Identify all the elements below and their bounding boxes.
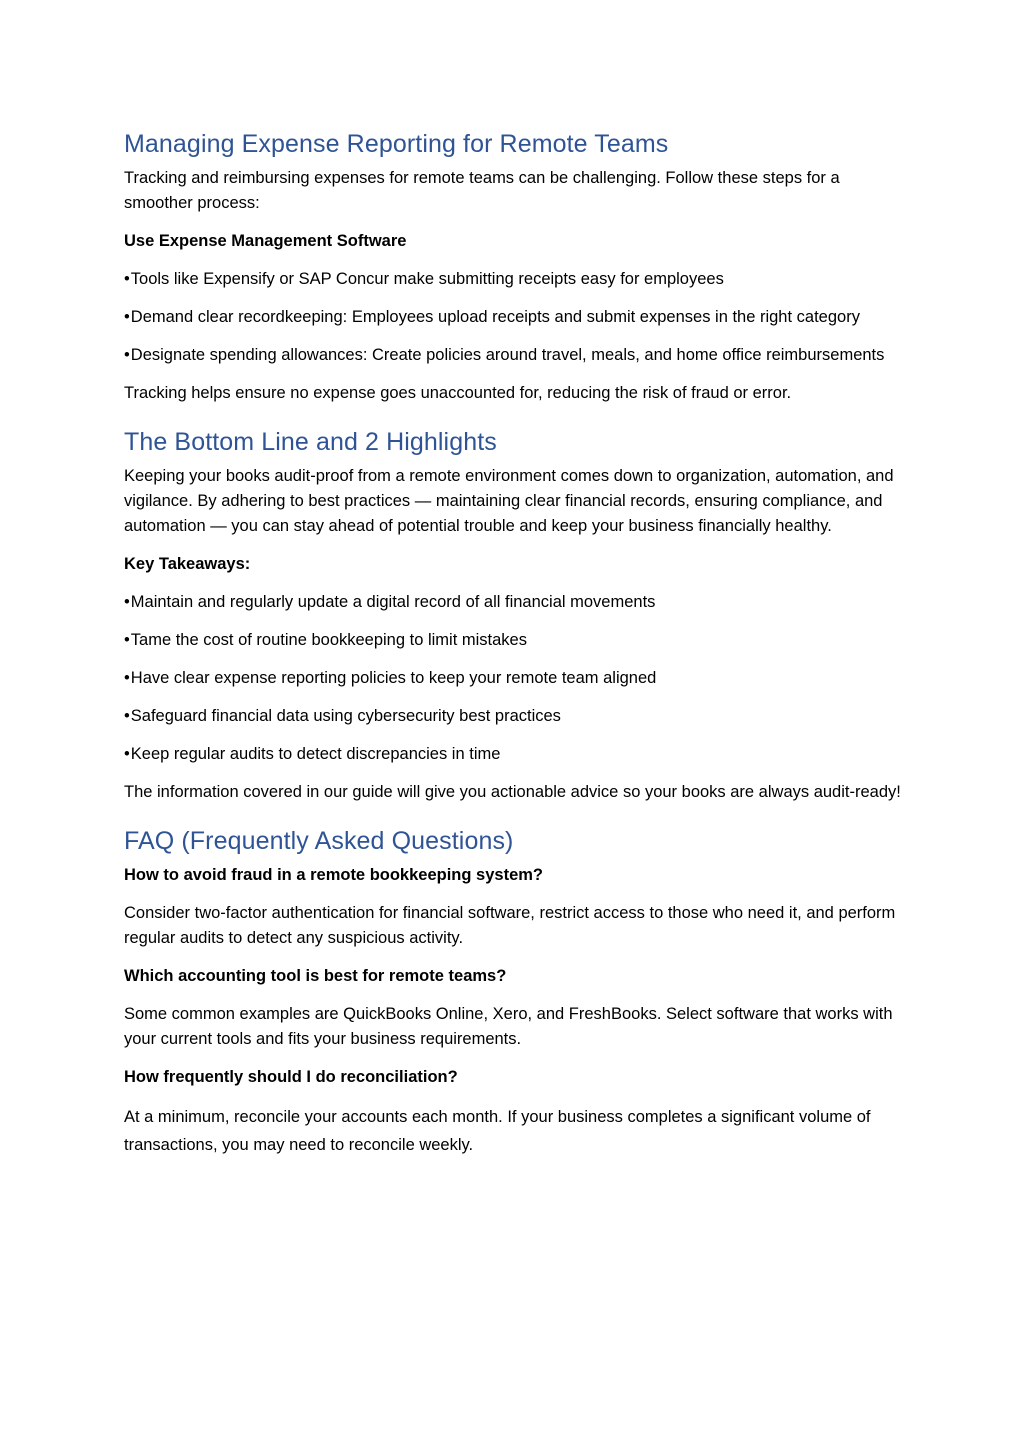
- paragraph-closing: The information covered in our guide will give you actionable advice so your books are always audit-ready!: [124, 783, 901, 801]
- bullet-item: • Demand clear recordkeeping: Employees upload receipts and submit expenses in the right category: [124, 305, 904, 330]
- bullet-item: • Have clear expense reporting policies to keep your remote team aligned: [124, 666, 904, 691]
- section-heading-faq: FAQ (Frequently Asked Questions): [124, 827, 514, 855]
- section-heading-bottom-line: The Bottom Line and 2 Highlights: [124, 428, 497, 456]
- faq-answer: At a minimum, reconcile your accounts each month. If your business completes a significant volume of transactions, you may need to reconcile weekly.: [124, 1108, 871, 1154]
- faq-question: How to avoid fraud in a remote bookkeeping system?: [124, 866, 543, 884]
- paragraph-intro: Tracking and reimbursing expenses for remote teams can be challenging. Follow these steps for a smoother process:: [124, 169, 840, 212]
- section-heading-expense-reporting: Managing Expense Reporting for Remote Teams: [124, 130, 669, 158]
- faq-question: Which accounting tool is best for remote teams?: [124, 967, 507, 985]
- bullet-item: • Tools like Expensify or SAP Concur make submitting receipts easy for employees: [124, 267, 904, 292]
- bullet-item: • Maintain and regularly update a digital record of all financial movements: [124, 590, 904, 615]
- faq-answer: Consider two-factor authentication for financial software, restrict access to those who need it, and perform regular audits to detect any suspicious activity.: [124, 904, 896, 947]
- subheading-key-takeaways: Key Takeaways:: [124, 555, 251, 573]
- bullet-item: • Safeguard financial data using cybersecurity best practices: [124, 704, 904, 729]
- subheading-expense-software: Use Expense Management Software: [124, 232, 407, 250]
- bullet-item: • Keep regular audits to detect discrepancies in time: [124, 742, 904, 767]
- bullet-item: • Designate spending allowances: Create policies around travel, meals, and home office reimbursements: [124, 343, 904, 368]
- faq-question: How frequently should I do reconciliation?: [124, 1068, 458, 1086]
- document-page: [124, 126, 904, 1172]
- paragraph-closing: Tracking helps ensure no expense goes unaccounted for, reducing the risk of fraud or error.: [124, 384, 792, 402]
- faq-answer: Some common examples are QuickBooks Online, Xero, and FreshBooks. Select software that works with your current tools and fits your business requirements.: [124, 1005, 893, 1048]
- paragraph-intro: Keeping your books audit-proof from a remote environment comes down to organization, automation, and vigilance. By adhering to best practices — maintaining clear financial records, ensuring compliance, and automation — you can stay ahead of potential trouble and keep your business financially healthy.: [124, 467, 894, 535]
- bullet-item: • Tame the cost of routine bookkeeping to limit mistakes: [124, 628, 904, 653]
